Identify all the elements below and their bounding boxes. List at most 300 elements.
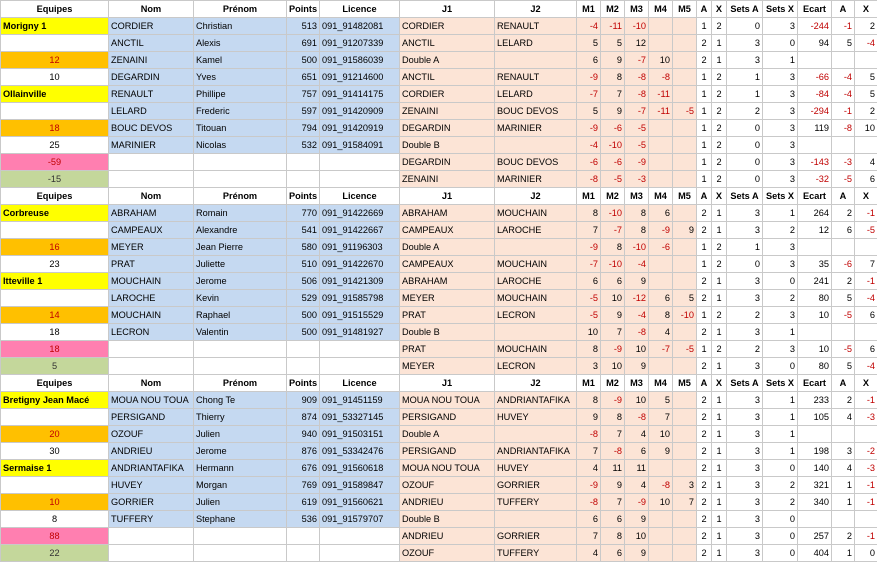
cell-prenom[interactable]: [194, 545, 287, 562]
cell-sx[interactable]: 3: [763, 18, 798, 35]
cell-eq[interactable]: 18: [1, 324, 109, 341]
cell-sx[interactable]: 0: [763, 358, 798, 375]
cell-a[interactable]: 2: [697, 290, 712, 307]
cell-a[interactable]: 1: [697, 103, 712, 120]
cell-m1[interactable]: 5: [577, 35, 601, 52]
cell-m1[interactable]: 7: [577, 528, 601, 545]
cell-nom[interactable]: [109, 528, 194, 545]
cell-ecart[interactable]: -294: [798, 103, 832, 120]
cell-licence[interactable]: 091_91579707: [320, 511, 400, 528]
cell-ecart[interactable]: 233: [798, 392, 832, 409]
cell-m4[interactable]: [649, 120, 673, 137]
cell-ea[interactable]: -1: [832, 103, 855, 120]
cell-m4[interactable]: [649, 171, 673, 188]
cell-sx[interactable]: 0: [763, 35, 798, 52]
cell-sa[interactable]: 0: [727, 137, 763, 154]
cell-prenom[interactable]: Juliette: [194, 256, 287, 273]
cell-m2[interactable]: 6: [601, 545, 625, 562]
cell-points[interactable]: 500: [287, 52, 320, 69]
cell-ecart[interactable]: -84: [798, 86, 832, 103]
cell-j2[interactable]: LELARD: [495, 86, 577, 103]
cell-m5[interactable]: [673, 426, 697, 443]
cell-j2[interactable]: [495, 137, 577, 154]
cell-licence[interactable]: 091_53342476: [320, 443, 400, 460]
cell-a[interactable]: 1: [697, 137, 712, 154]
cell-ecart[interactable]: 404: [798, 545, 832, 562]
cell-a[interactable]: 2: [697, 392, 712, 409]
cell-m2[interactable]: 7: [601, 86, 625, 103]
cell-sx[interactable]: 2: [763, 477, 798, 494]
cell-ex[interactable]: -5: [855, 222, 877, 239]
cell-ea[interactable]: [832, 239, 855, 256]
cell-m3[interactable]: -12: [625, 290, 649, 307]
cell-sa[interactable]: 0: [727, 18, 763, 35]
cell-nom[interactable]: [109, 171, 194, 188]
cell-j1[interactable]: ANCTIL: [400, 35, 495, 52]
cell-nom[interactable]: ANCTIL: [109, 35, 194, 52]
cell-ea[interactable]: 2: [832, 392, 855, 409]
cell-ex[interactable]: [855, 52, 877, 69]
cell-ecart[interactable]: 80: [798, 290, 832, 307]
cell-ex[interactable]: 5: [855, 69, 877, 86]
cell-prenom[interactable]: Stephane: [194, 511, 287, 528]
cell-m4[interactable]: [649, 154, 673, 171]
cell-points[interactable]: 940: [287, 426, 320, 443]
cell-ex[interactable]: -2: [855, 443, 877, 460]
cell-j2[interactable]: LAROCHE: [495, 273, 577, 290]
cell-sx[interactable]: 3: [763, 307, 798, 324]
cell-m2[interactable]: 7: [601, 426, 625, 443]
cell-m2[interactable]: -8: [601, 443, 625, 460]
cell-ea[interactable]: 1: [832, 494, 855, 511]
cell-j1[interactable]: ANDRIEU: [400, 494, 495, 511]
cell-m2[interactable]: -10: [601, 256, 625, 273]
cell-j2[interactable]: MOUCHAIN: [495, 290, 577, 307]
cell-licence[interactable]: 091_91589847: [320, 477, 400, 494]
cell-nom[interactable]: RENAULT: [109, 86, 194, 103]
cell-nom[interactable]: [109, 154, 194, 171]
cell-m5[interactable]: [673, 120, 697, 137]
cell-m3[interactable]: -4: [625, 307, 649, 324]
cell-m3[interactable]: 10: [625, 528, 649, 545]
cell-m3[interactable]: -7: [625, 52, 649, 69]
cell-a[interactable]: 1: [697, 154, 712, 171]
cell-eq[interactable]: 22: [1, 545, 109, 562]
cell-eq[interactable]: [1, 409, 109, 426]
cell-m2[interactable]: -9: [601, 392, 625, 409]
cell-x[interactable]: 2: [712, 18, 727, 35]
cell-eq[interactable]: Itteville 1: [1, 273, 109, 290]
cell-m1[interactable]: 8: [577, 341, 601, 358]
cell-m4[interactable]: -11: [649, 86, 673, 103]
cell-x[interactable]: 1: [712, 222, 727, 239]
cell-j1[interactable]: MOUA NOU TOUA: [400, 392, 495, 409]
cell-x[interactable]: 2: [712, 120, 727, 137]
cell-prenom[interactable]: [194, 358, 287, 375]
cell-licence[interactable]: [320, 341, 400, 358]
cell-eq[interactable]: 20: [1, 426, 109, 443]
cell-ex[interactable]: -3: [855, 460, 877, 477]
cell-sa[interactable]: 3: [727, 290, 763, 307]
cell-m4[interactable]: 7: [649, 409, 673, 426]
cell-sa[interactable]: 0: [727, 120, 763, 137]
cell-ecart[interactable]: 105: [798, 409, 832, 426]
cell-m5[interactable]: [673, 137, 697, 154]
cell-licence[interactable]: 091_91420909: [320, 103, 400, 120]
cell-sx[interactable]: 2: [763, 494, 798, 511]
cell-a[interactable]: 1: [697, 256, 712, 273]
cell-j2[interactable]: ANDRIANTAFIKA: [495, 392, 577, 409]
cell-ex[interactable]: 6: [855, 341, 877, 358]
cell-sa[interactable]: 2: [727, 341, 763, 358]
cell-eq[interactable]: 16: [1, 239, 109, 256]
cell-ex[interactable]: 5: [855, 86, 877, 103]
cell-m1[interactable]: 7: [577, 222, 601, 239]
cell-m1[interactable]: -8: [577, 171, 601, 188]
cell-prenom[interactable]: Kamel: [194, 52, 287, 69]
cell-j1[interactable]: MEYER: [400, 358, 495, 375]
cell-eq[interactable]: Sermaise 1: [1, 460, 109, 477]
cell-ea[interactable]: 5: [832, 358, 855, 375]
cell-j1[interactable]: Double B: [400, 324, 495, 341]
cell-ecart[interactable]: 257: [798, 528, 832, 545]
cell-j1[interactable]: PERSIGAND: [400, 409, 495, 426]
cell-x[interactable]: 2: [712, 103, 727, 120]
cell-m4[interactable]: [649, 137, 673, 154]
cell-m5[interactable]: [673, 511, 697, 528]
cell-nom[interactable]: CORDIER: [109, 18, 194, 35]
cell-ex[interactable]: -1: [855, 528, 877, 545]
cell-points[interactable]: 597: [287, 103, 320, 120]
cell-licence[interactable]: 091_91422667: [320, 222, 400, 239]
cell-m5[interactable]: [673, 239, 697, 256]
cell-m1[interactable]: -9: [577, 239, 601, 256]
cell-m1[interactable]: -7: [577, 256, 601, 273]
cell-licence[interactable]: 091_91414175: [320, 86, 400, 103]
cell-points[interactable]: [287, 358, 320, 375]
cell-nom[interactable]: MOUA NOU TOUA: [109, 392, 194, 409]
cell-x[interactable]: 1: [712, 324, 727, 341]
cell-sa[interactable]: 3: [727, 35, 763, 52]
cell-ea[interactable]: -4: [832, 86, 855, 103]
cell-ea[interactable]: 4: [832, 460, 855, 477]
cell-j1[interactable]: ANCTIL: [400, 69, 495, 86]
cell-sx[interactable]: 0: [763, 545, 798, 562]
cell-a[interactable]: 2: [697, 205, 712, 222]
cell-eq[interactable]: 30: [1, 443, 109, 460]
cell-ea[interactable]: 6: [832, 222, 855, 239]
cell-ecart[interactable]: 321: [798, 477, 832, 494]
cell-a[interactable]: 2: [697, 409, 712, 426]
cell-prenom[interactable]: [194, 154, 287, 171]
cell-sa[interactable]: 3: [727, 426, 763, 443]
cell-licence[interactable]: 091_91214600: [320, 69, 400, 86]
cell-sa[interactable]: 1: [727, 69, 763, 86]
cell-sa[interactable]: 1: [727, 239, 763, 256]
cell-nom[interactable]: LAROCHE: [109, 290, 194, 307]
cell-ea[interactable]: 4: [832, 409, 855, 426]
cell-points[interactable]: 874: [287, 409, 320, 426]
cell-prenom[interactable]: Hermann: [194, 460, 287, 477]
cell-m5[interactable]: 9: [673, 222, 697, 239]
cell-ex[interactable]: 4: [855, 154, 877, 171]
cell-sx[interactable]: 3: [763, 86, 798, 103]
cell-m4[interactable]: [649, 256, 673, 273]
cell-sx[interactable]: 3: [763, 69, 798, 86]
cell-points[interactable]: 794: [287, 120, 320, 137]
cell-m4[interactable]: [649, 35, 673, 52]
cell-m1[interactable]: -4: [577, 137, 601, 154]
cell-nom[interactable]: MARINIER: [109, 137, 194, 154]
cell-j1[interactable]: PERSIGAND: [400, 443, 495, 460]
cell-ex[interactable]: 2: [855, 18, 877, 35]
cell-prenom[interactable]: Alexandre: [194, 222, 287, 239]
cell-a[interactable]: 1: [697, 307, 712, 324]
cell-eq[interactable]: Morigny 1: [1, 18, 109, 35]
cell-ex[interactable]: -1: [855, 392, 877, 409]
cell-m4[interactable]: [649, 528, 673, 545]
cell-x[interactable]: 1: [712, 494, 727, 511]
cell-m2[interactable]: 8: [601, 409, 625, 426]
cell-m4[interactable]: 6: [649, 205, 673, 222]
cell-licence[interactable]: 091_91421309: [320, 273, 400, 290]
cell-sx[interactable]: 0: [763, 273, 798, 290]
cell-m2[interactable]: 11: [601, 460, 625, 477]
cell-m2[interactable]: -11: [601, 18, 625, 35]
cell-nom[interactable]: [109, 341, 194, 358]
cell-m3[interactable]: -10: [625, 18, 649, 35]
cell-m5[interactable]: [673, 443, 697, 460]
cell-m1[interactable]: 4: [577, 545, 601, 562]
cell-m1[interactable]: 6: [577, 273, 601, 290]
cell-x[interactable]: 1: [712, 545, 727, 562]
cell-nom[interactable]: ZENAINI: [109, 52, 194, 69]
cell-ecart[interactable]: 119: [798, 120, 832, 137]
cell-ex[interactable]: -4: [855, 290, 877, 307]
cell-m3[interactable]: -4: [625, 256, 649, 273]
cell-x[interactable]: 2: [712, 69, 727, 86]
cell-nom[interactable]: PERSIGAND: [109, 409, 194, 426]
cell-eq[interactable]: Corbreuse: [1, 205, 109, 222]
cell-m5[interactable]: [673, 154, 697, 171]
cell-m2[interactable]: 8: [601, 239, 625, 256]
cell-j2[interactable]: [495, 511, 577, 528]
cell-prenom[interactable]: [194, 341, 287, 358]
cell-x[interactable]: 1: [712, 205, 727, 222]
cell-x[interactable]: 1: [712, 35, 727, 52]
cell-sx[interactable]: 3: [763, 171, 798, 188]
cell-m2[interactable]: 9: [601, 103, 625, 120]
cell-j1[interactable]: PRAT: [400, 307, 495, 324]
cell-sx[interactable]: 3: [763, 154, 798, 171]
cell-ex[interactable]: [855, 324, 877, 341]
cell-j2[interactable]: TUFFERY: [495, 545, 577, 562]
cell-m5[interactable]: [673, 205, 697, 222]
cell-points[interactable]: 580: [287, 239, 320, 256]
cell-a[interactable]: 2: [697, 324, 712, 341]
cell-licence[interactable]: [320, 171, 400, 188]
cell-m3[interactable]: 6: [625, 443, 649, 460]
cell-x[interactable]: 2: [712, 341, 727, 358]
cell-prenom[interactable]: Alexis: [194, 35, 287, 52]
cell-points[interactable]: 676: [287, 460, 320, 477]
cell-m3[interactable]: -5: [625, 137, 649, 154]
cell-sx[interactable]: 0: [763, 460, 798, 477]
cell-ea[interactable]: 1: [832, 477, 855, 494]
cell-j1[interactable]: Double A: [400, 52, 495, 69]
cell-m5[interactable]: [673, 86, 697, 103]
cell-j2[interactable]: [495, 52, 577, 69]
cell-m4[interactable]: [649, 511, 673, 528]
cell-ea[interactable]: [832, 137, 855, 154]
cell-ecart[interactable]: 80: [798, 358, 832, 375]
cell-m1[interactable]: -4: [577, 18, 601, 35]
cell-licence[interactable]: [320, 358, 400, 375]
cell-x[interactable]: 1: [712, 290, 727, 307]
cell-m3[interactable]: 11: [625, 460, 649, 477]
cell-ea[interactable]: 2: [832, 205, 855, 222]
cell-a[interactable]: 1: [697, 120, 712, 137]
cell-m3[interactable]: -8: [625, 69, 649, 86]
cell-eq[interactable]: 8: [1, 511, 109, 528]
cell-m2[interactable]: -10: [601, 205, 625, 222]
cell-eq[interactable]: Ollainville: [1, 86, 109, 103]
cell-nom[interactable]: TUFFERY: [109, 511, 194, 528]
cell-sx[interactable]: 1: [763, 409, 798, 426]
cell-m4[interactable]: 6: [649, 290, 673, 307]
cell-ecart[interactable]: 140: [798, 460, 832, 477]
cell-j2[interactable]: MARINIER: [495, 120, 577, 137]
cell-nom[interactable]: OZOUF: [109, 426, 194, 443]
cell-x[interactable]: 1: [712, 273, 727, 290]
cell-m1[interactable]: 7: [577, 443, 601, 460]
cell-m4[interactable]: -6: [649, 239, 673, 256]
cell-m4[interactable]: 9: [649, 443, 673, 460]
cell-ecart[interactable]: 241: [798, 273, 832, 290]
cell-m1[interactable]: -8: [577, 494, 601, 511]
cell-points[interactable]: [287, 171, 320, 188]
cell-m4[interactable]: 10: [649, 52, 673, 69]
cell-a[interactable]: 2: [697, 426, 712, 443]
cell-eq[interactable]: 10: [1, 494, 109, 511]
cell-ea[interactable]: -8: [832, 120, 855, 137]
cell-eq[interactable]: 88: [1, 528, 109, 545]
cell-sa[interactable]: 3: [727, 52, 763, 69]
cell-ea[interactable]: 2: [832, 273, 855, 290]
cell-prenom[interactable]: [194, 171, 287, 188]
cell-a[interactable]: 2: [697, 358, 712, 375]
cell-sa[interactable]: 3: [727, 324, 763, 341]
cell-j1[interactable]: MOUA NOU TOUA: [400, 460, 495, 477]
cell-prenom[interactable]: [194, 528, 287, 545]
cell-j1[interactable]: ABRAHAM: [400, 205, 495, 222]
cell-j2[interactable]: GORRIER: [495, 477, 577, 494]
cell-nom[interactable]: ABRAHAM: [109, 205, 194, 222]
cell-a[interactable]: 1: [697, 341, 712, 358]
cell-sx[interactable]: 2: [763, 290, 798, 307]
cell-j1[interactable]: CAMPEAUX: [400, 222, 495, 239]
cell-ea[interactable]: -6: [832, 256, 855, 273]
cell-sa[interactable]: 3: [727, 222, 763, 239]
cell-j2[interactable]: [495, 426, 577, 443]
cell-m2[interactable]: -6: [601, 120, 625, 137]
cell-sx[interactable]: 1: [763, 443, 798, 460]
cell-j2[interactable]: MOUCHAIN: [495, 256, 577, 273]
cell-m1[interactable]: -6: [577, 154, 601, 171]
cell-m2[interactable]: -6: [601, 154, 625, 171]
cell-m2[interactable]: -10: [601, 137, 625, 154]
cell-nom[interactable]: DEGARDIN: [109, 69, 194, 86]
cell-ex[interactable]: [855, 137, 877, 154]
cell-ex[interactable]: 6: [855, 171, 877, 188]
cell-ecart[interactable]: -143: [798, 154, 832, 171]
cell-eq[interactable]: 5: [1, 358, 109, 375]
cell-m4[interactable]: [649, 18, 673, 35]
cell-licence[interactable]: [320, 528, 400, 545]
cell-sx[interactable]: 1: [763, 52, 798, 69]
cell-m1[interactable]: 9: [577, 409, 601, 426]
cell-m5[interactable]: 7: [673, 494, 697, 511]
cell-ex[interactable]: -4: [855, 35, 877, 52]
cell-a[interactable]: 2: [697, 545, 712, 562]
cell-m5[interactable]: -10: [673, 307, 697, 324]
cell-points[interactable]: [287, 341, 320, 358]
cell-m1[interactable]: -7: [577, 86, 601, 103]
cell-ecart[interactable]: -66: [798, 69, 832, 86]
cell-sx[interactable]: 3: [763, 120, 798, 137]
cell-prenom[interactable]: Chong Te: [194, 392, 287, 409]
cell-sa[interactable]: 3: [727, 409, 763, 426]
cell-sx[interactable]: 1: [763, 205, 798, 222]
cell-j1[interactable]: CORDIER: [400, 18, 495, 35]
cell-m3[interactable]: -5: [625, 120, 649, 137]
cell-j2[interactable]: LECRON: [495, 307, 577, 324]
cell-j2[interactable]: [495, 239, 577, 256]
cell-m3[interactable]: -8: [625, 409, 649, 426]
cell-m2[interactable]: -9: [601, 341, 625, 358]
cell-eq[interactable]: 18: [1, 120, 109, 137]
cell-prenom[interactable]: Frederic: [194, 103, 287, 120]
cell-m3[interactable]: -10: [625, 239, 649, 256]
cell-x[interactable]: 1: [712, 392, 727, 409]
cell-m3[interactable]: 10: [625, 341, 649, 358]
cell-m3[interactable]: -9: [625, 494, 649, 511]
cell-m5[interactable]: [673, 273, 697, 290]
cell-ecart[interactable]: [798, 324, 832, 341]
cell-m5[interactable]: [673, 460, 697, 477]
cell-ecart[interactable]: 35: [798, 256, 832, 273]
cell-licence[interactable]: [320, 545, 400, 562]
cell-sx[interactable]: 1: [763, 426, 798, 443]
cell-j2[interactable]: GORRIER: [495, 528, 577, 545]
cell-eq[interactable]: [1, 290, 109, 307]
cell-j1[interactable]: ANDRIEU: [400, 528, 495, 545]
cell-m1[interactable]: -8: [577, 426, 601, 443]
cell-sa[interactable]: 0: [727, 154, 763, 171]
cell-sx[interactable]: 3: [763, 239, 798, 256]
cell-x[interactable]: 2: [712, 154, 727, 171]
cell-ea[interactable]: 5: [832, 35, 855, 52]
cell-prenom[interactable]: Yves: [194, 69, 287, 86]
cell-m1[interactable]: 8: [577, 392, 601, 409]
cell-m5[interactable]: -5: [673, 341, 697, 358]
cell-m3[interactable]: -3: [625, 171, 649, 188]
cell-x[interactable]: 1: [712, 528, 727, 545]
cell-m2[interactable]: 7: [601, 494, 625, 511]
cell-eq[interactable]: 12: [1, 52, 109, 69]
cell-ecart[interactable]: 10: [798, 307, 832, 324]
cell-m2[interactable]: 5: [601, 35, 625, 52]
